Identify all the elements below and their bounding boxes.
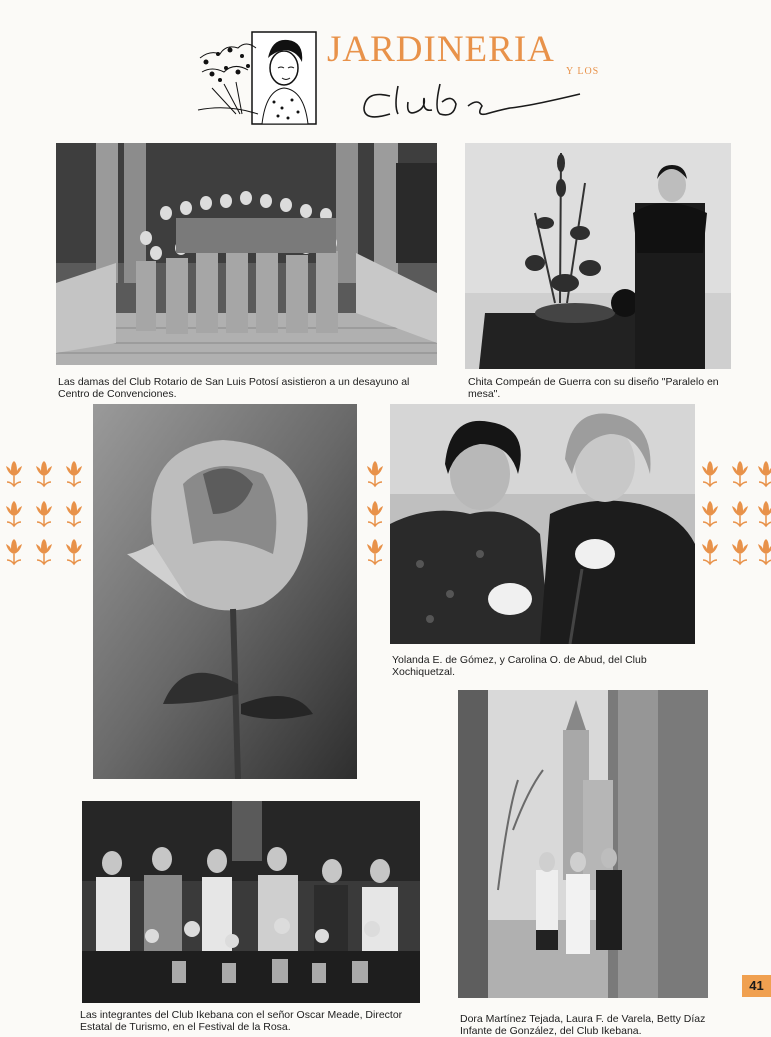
header-illustration [192, 28, 320, 128]
photo-colonnade-ikebana [458, 690, 708, 998]
tulip-ornament-left [0, 456, 92, 566]
caption-dora: Dora Martínez Tejada, Laura F. de Varela, Betty Díaz Infante de González, del Club Ikebana. [460, 1013, 706, 1037]
photo-xochiquetzal-women [390, 404, 695, 644]
photo-rotary-group [56, 143, 437, 365]
page-number: 41 [742, 975, 771, 997]
page-subtitle: Y LOS [566, 66, 600, 77]
caption-rotary: Las damas del Club Rotario de San Luis Potosí asistieron a un desayuno al Centro de Convenciones. [58, 376, 410, 400]
photo-chita-arrangement [465, 143, 731, 369]
caption-ikebana-meade: Las integrantes del Club Ikebana con el señor Oscar Meade, Director Estatal de Turismo, en el Festival de la Rosa. [80, 1009, 403, 1033]
caption-chita: Chita Compeán de Guerra con su diseño "Paralelo en mesa". [468, 376, 719, 400]
tulip-ornament-middle [360, 456, 390, 566]
caption-xochiquetzal: Yolanda E. de Gómez, y Carolina O. de Abud, del Club Xochiquetzal. [392, 654, 647, 678]
page-title: JARDINERIA [327, 29, 555, 70]
tulip-ornament-right [696, 456, 771, 566]
photo-ikebana-festival [82, 801, 420, 1003]
photo-rose [93, 404, 357, 779]
script-signature [360, 78, 590, 122]
